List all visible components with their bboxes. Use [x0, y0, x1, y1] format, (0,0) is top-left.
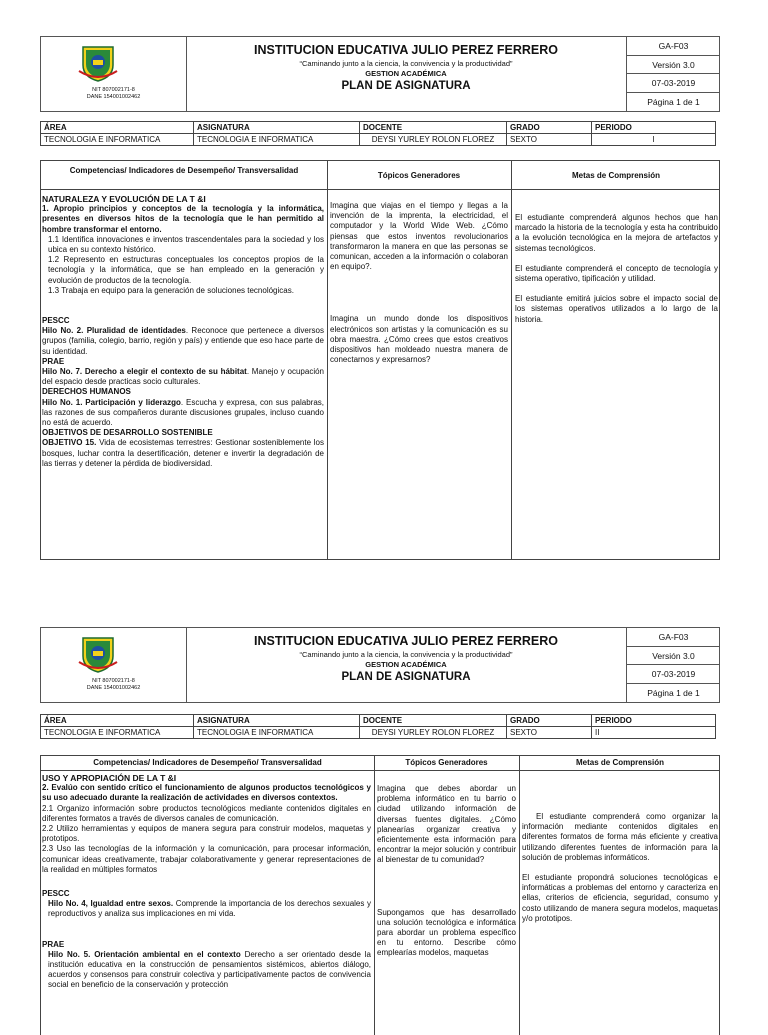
- topic-2: Imagina un mundo donde los dispositivos electrónicos son artistas y la comunicación es su obra maestra. ¿Cómo crees que estos creativos dispositivos han moldeado nuestra manera de conectarnos y expresarnos?: [330, 314, 508, 365]
- indicator-3: 1.3 Trabaja en equipo para la generación de soluciones tecnológicas.: [48, 285, 294, 295]
- indicator-1: 2.1 Organizo información sobre productos tecnológicos mediante contenidos digitales en diferentes formatos a través de diversos canales de comunicación.: [42, 803, 371, 823]
- teacher-header: DOCENTE: [360, 715, 507, 727]
- theme-title: USO Y APROPIACIÓN DE LA T &I: [42, 773, 177, 783]
- header-block: [40, 627, 720, 703]
- prae-desc: Derecho a ser orientado desde la institución educativa en la construcción de pensamientos sistémicos, abiertos diálogo, acuerdos y consensos para construir colectiva y participativamente pactos de convivencia social en beneficio de la conservación y protección: [48, 949, 371, 990]
- topics-content: [377, 784, 516, 959]
- goal-1: El estudiante comprenderá como organizar la información mediante contenidos digitales en diferentes formatos de forma más eficiente y creativa utilizando diferentes fuentes de información para la solución de problemas informáticos.: [522, 812, 718, 862]
- school-crest-icon: [77, 43, 119, 83]
- goal-1: El estudiante comprenderá algunos hechos que han marcado la historia de la tecnología y esta ha contribuido a la evolución tecnológica en la mejora de artefactos y sistemas tecnológicos.: [515, 213, 718, 253]
- goals-content: [522, 812, 718, 924]
- subject-value: TECNOLOGIA E INFORMATICA: [194, 134, 360, 146]
- pescc-desc: Comprende la importancia de los derechos sexuales y reproductivos y analiza sus implicaciones en mi vida.: [48, 899, 371, 919]
- doc-page: Página 1 de 1: [647, 96, 700, 107]
- goals-header: Metas de Comprensión: [571, 171, 660, 180]
- pescc-bold: Hilo No. 2. Pluralidad de identidades: [42, 326, 186, 336]
- goal-3: El estudiante emitirá juicios sobre el impacto social de los sistemas operativos utilizados a lo largo de la historia.: [515, 294, 718, 324]
- goal-2: El estudiante propondrá soluciones tecnológicas e informáticas a problemas del entorno y caracteriza en ellas, criterios de eficiencia, seguridad, consumo y costo utilizando de manera segura modelos, maquetas y/o prototipos.: [522, 873, 718, 923]
- document-codes: [626, 628, 720, 702]
- dane-text: DANE 154001002462: [86, 94, 141, 100]
- prae-title: PRAE: [42, 939, 65, 949]
- area-value: TECNOLOGIA E INFORMATICA: [41, 727, 194, 739]
- teacher-header: DOCENTE: [360, 122, 507, 134]
- doc-page: Página 1 de 1: [647, 687, 700, 698]
- info-table: [40, 121, 716, 146]
- area-header: ÁREA: [41, 122, 194, 134]
- institution-name: INSTITUCION EDUCATIVA JULIO PEREZ FERRERO: [254, 634, 558, 648]
- plan-title: PLAN DE ASIGNATURA: [341, 80, 471, 92]
- indicator-1: 1.1 Identifica innovaciones e inventos trascendentales para la sociedad y los ubica en su contexto histórico.: [48, 234, 324, 255]
- pescc-title: PESCC: [42, 316, 70, 326]
- ods-desc: Vida de ecosistemas terrestres: Gestionar sosteniblemente los bosques, luchar contra la desertificación, detener e invertir la degradación de las tierras y detener la pérdida de biodiversidad.: [42, 438, 324, 468]
- ods-text: [42, 438, 324, 469]
- topic-1: Imagina que debes abordar un problema informático en tu barrio o ciudad utilizando información de diversas fuentes digitales. ¿Cómo planearías organizar creativa y eficientemente esta información para encontrar la mejor solución y contribuir al bienestar de tu comunidad?: [377, 784, 516, 865]
- topics-header: Tópicos Generadores: [405, 758, 488, 767]
- pescc-desc: . Reconoce que pertenece a diversos grupos (familia, colegio, barrio, región y país) y entiende que eso hace parte de su identidad.: [42, 326, 324, 356]
- period-value: I: [592, 134, 716, 146]
- topics-content: [330, 201, 508, 365]
- dane-text: DANE 154001002462: [86, 685, 141, 691]
- period-header: PERIODO: [592, 715, 716, 727]
- grade-value: SEXTO: [507, 134, 592, 146]
- doc-version: Versión 3.0: [627, 647, 720, 666]
- competencies-content: [42, 194, 324, 469]
- teacher-value: DEYSI YURLEY ROLON FLOREZ: [360, 134, 507, 146]
- nit-dane: [41, 678, 186, 692]
- prae-desc: . Manejo y ocupación del espacio desde practicas socio culturales.: [42, 367, 324, 387]
- competencies-content: [42, 773, 371, 991]
- prae-bold: Hilo No. 7. Derecho a elegir el contexto de su hábitat: [42, 367, 247, 377]
- prae-text: [42, 367, 324, 387]
- grade-header: GRADO: [507, 122, 592, 134]
- subject-header: ASIGNATURA: [194, 122, 360, 134]
- header-titles: [186, 37, 626, 111]
- content-grid: [40, 160, 720, 560]
- logo-cell: [41, 628, 187, 702]
- subject-header: ASIGNATURA: [194, 715, 360, 727]
- plan-sheet-1: [40, 36, 720, 468]
- period-header: PERIODO: [592, 122, 716, 134]
- doc-code: GA-F03: [627, 628, 720, 647]
- dh-bold: Hilo No. 1. Participación y liderazgo: [42, 397, 181, 407]
- indicator-3: 2.3 Uso las tecnologías de la información y la comunicación, para procesar información, comunicar ideas creativamente, trabajar colaborativamente y generar representaciones de la realidad en múltiples formatos: [42, 844, 371, 874]
- teacher-value: DEYSI YURLEY ROLON FLOREZ: [360, 727, 507, 739]
- indicator-2: 2.2 Utilizo herramientas y equipos de manera segura para construir modelos, maquetas y prototipos.: [42, 824, 371, 844]
- grade-value: SEXTO: [507, 727, 592, 739]
- info-table: [40, 714, 716, 739]
- goals-header: Metas de Comprensión: [575, 758, 664, 767]
- dh-title: DERECHOS HUMANOS: [42, 387, 131, 397]
- goals-content: [515, 213, 718, 325]
- doc-version: Versión 3.0: [627, 56, 720, 75]
- prae-title: PRAE: [42, 356, 65, 366]
- doc-date: 07-03-2019: [627, 665, 720, 684]
- topic-2: Supongamos que has desarrollado una solución tecnológica e informática para abordar un problema específico en tu entorno. Describe cómo emplearías modelos, maquetas: [377, 907, 516, 958]
- pescc-text: [42, 326, 324, 357]
- content-grid: [40, 755, 720, 1035]
- period-value: II: [592, 727, 716, 739]
- grade-header: GRADO: [507, 715, 592, 727]
- nit-text: NIT 807002171-8: [92, 678, 135, 684]
- competencies-header: Competencias/ Indicadores de Desempeño/ Transversalidad: [93, 758, 322, 767]
- document-codes: [626, 37, 720, 111]
- dh-text: [42, 398, 324, 429]
- topic-1: Imagina que viajas en el tiempo y llegas a la invención de la imprenta, la electricidad, el computador y la World Wide Web. ¿Cómo piensas que estos inventos revolucionarios transformaron la manera en que las personas se comunican, acceden a la información o colaboran en equipo?.: [330, 201, 508, 272]
- management-label: GESTION ACADÉMICA: [365, 660, 447, 669]
- competence-text: 2. Evalúo con sentido crítico el funcionamiento de algunos productos tecnológicos y su uso adecuado durante la realización de actividades en diversos contextos.: [42, 783, 371, 803]
- plan-sheet-2: [40, 627, 720, 990]
- pescc-title: PESCC: [42, 889, 70, 899]
- pescc-bold: Hilo No. 4, Igualdad entre sexos.: [48, 899, 174, 909]
- theme-title: NATURALEZA Y EVOLUCIÓN DE LA T &I: [42, 194, 206, 204]
- area-value: TECNOLOGIA E INFORMATICA: [41, 134, 194, 146]
- slogan: “Caminando junto a la ciencia, la convivencia y la productividad”: [299, 650, 513, 659]
- indicator-2: 1.2 Represento en estructuras conceptuales los conceptos propios de la tecnología y la informática, que se han empleado en la generación y evolución de productos de la tecnología.: [48, 255, 324, 285]
- nit-text: NIT 807002171-8: [92, 87, 135, 93]
- subject-value: TECNOLOGIA E INFORMATICA: [194, 727, 360, 739]
- logo-cell: [41, 37, 187, 111]
- doc-code: GA-F03: [627, 37, 720, 56]
- goal-2: El estudiante comprenderá el concepto de tecnología y sistema operativo, tipificación y utilidad.: [515, 263, 718, 284]
- plan-title: PLAN DE ASIGNATURA: [341, 671, 471, 683]
- slogan: “Caminando junto a la ciencia, la convivencia y la productividad”: [299, 59, 513, 68]
- institution-name: INSTITUCION EDUCATIVA JULIO PEREZ FERRERO: [254, 43, 558, 57]
- ods-bold: OBJETIVO 15.: [42, 438, 97, 448]
- pescc-text: [42, 899, 371, 919]
- prae-text: [42, 950, 371, 991]
- management-label: GESTION ACADÉMICA: [365, 69, 447, 78]
- area-header: ÁREA: [41, 715, 194, 727]
- competencies-header: Competencias/ Indicadores de Desempeño/ Transversalidad: [69, 166, 299, 175]
- nit-dane: [41, 87, 186, 101]
- competence-text: 1. Apropio principios y conceptos de la tecnología y la informática, presentes en diversos hitos de la tecnología que le han permitido al hombre transformar el entorno.: [42, 204, 324, 234]
- school-crest-icon: [77, 634, 119, 674]
- topics-header: Tópicos Generadores: [377, 171, 461, 180]
- header-block: [40, 36, 720, 112]
- dh-desc: . Escucha y expresa, con sus palabras, las razones de sus compañeros durante discusiones grupales, incluso cuando no está de acuerdo.: [42, 397, 324, 428]
- header-titles: [186, 628, 626, 702]
- ods-title: OBJETIVOS DE DESARROLLO SOSTENIBLE: [42, 428, 213, 438]
- doc-date: 07-03-2019: [627, 74, 720, 93]
- prae-bold: Hilo No. 5. Orientación ambiental en el contexto: [48, 949, 241, 959]
